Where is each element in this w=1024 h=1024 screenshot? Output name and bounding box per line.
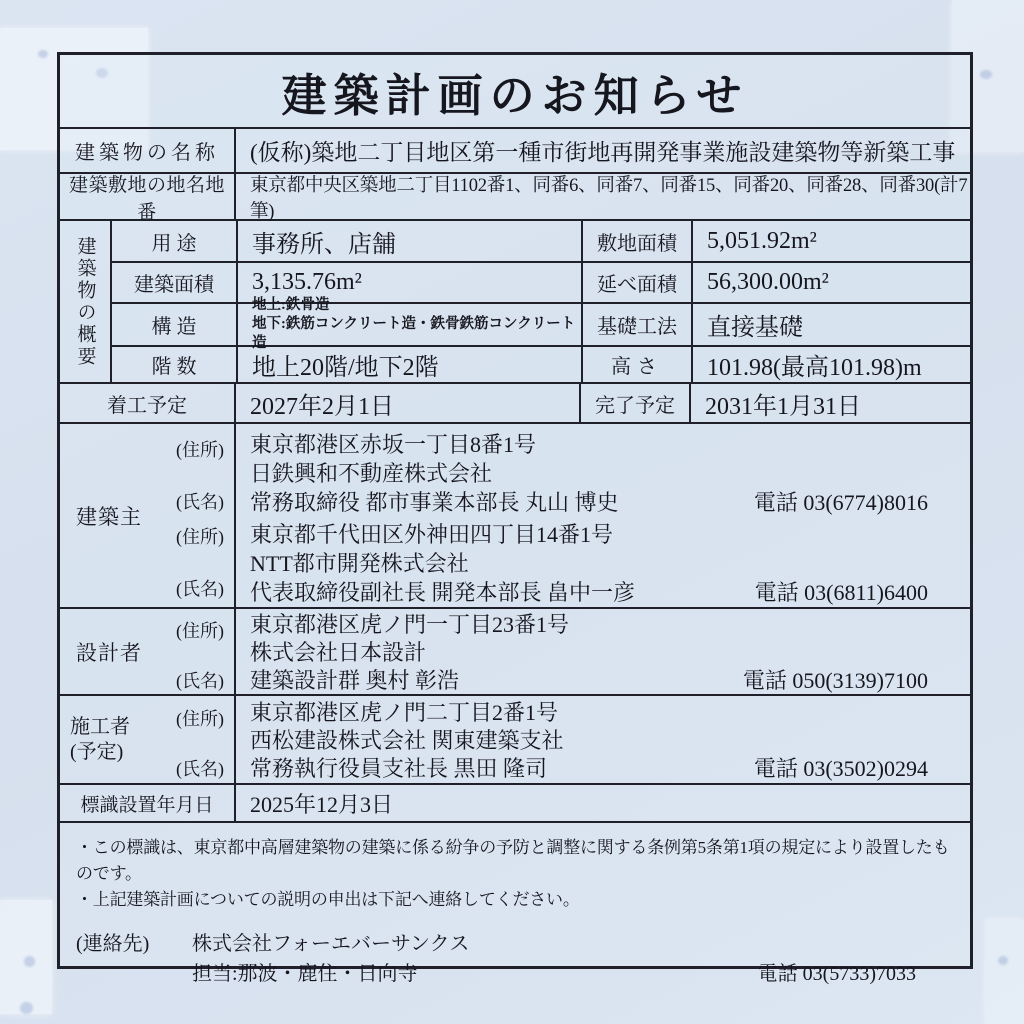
owner1-company: 日鉄興和不動産株式会社	[250, 461, 493, 486]
designer-company: 株式会社日本設計	[250, 640, 427, 665]
building-area-value: 3,135.76m²	[238, 263, 583, 302]
owner2-company: NTT都市開発株式会社	[250, 551, 469, 576]
total-floor-area-label: 延べ面積	[583, 263, 693, 302]
end-date-value: 2031年1月31日	[705, 393, 861, 420]
site-lot-label: 建築敷地の地名地番	[60, 174, 236, 219]
contractor-phone: 電話 03(3502)0294	[753, 756, 928, 781]
contact-block	[76, 929, 956, 989]
floors-value: 地上20階/地下2階	[238, 347, 583, 382]
contractor-left-cell	[60, 696, 236, 783]
designer-left-cell	[60, 609, 236, 694]
designer-address-sublabel: (住所)	[176, 621, 224, 641]
owner1-address: 東京都港区赤坂一丁目8番1号	[250, 432, 537, 457]
note-inquiry: ・上記建築計画についての説明の申出は下記へ連絡してください。	[76, 890, 580, 909]
contractor-role-line1: 施工者	[70, 715, 130, 738]
site-lot-row	[60, 174, 970, 221]
designer-phone: 電話 050(3139)7100	[742, 668, 928, 693]
designer-name-sublabel: (氏名)	[176, 671, 224, 691]
floors-label: 階 数	[112, 347, 238, 382]
owner2-person: 代表取締役副社長 開発本部長 畠中一彦	[250, 580, 636, 605]
contractor-address: 東京都港区虎ノ門二丁目2番1号	[250, 700, 559, 725]
overview-section	[60, 221, 970, 384]
site-lot-value: 東京都中央区築地二丁目1102番1、同番6、同番7、同番15、同番20、同番28、同番30(計7筆)	[250, 175, 968, 222]
construction-notice-board	[57, 52, 973, 985]
sign-date-value: 2025年12月3日	[250, 791, 394, 817]
contact-label: (連絡先)	[76, 933, 150, 955]
contractor-person-line	[250, 755, 970, 783]
end-date-label: 完了予定	[581, 384, 691, 422]
designer-role-label: 設計者	[76, 640, 142, 665]
designer-person: 建築設計群 奥村 彰浩	[250, 668, 460, 693]
designer-section	[60, 609, 970, 696]
owner1-person-line	[250, 488, 970, 517]
board-title: 建築計画のお知らせ	[281, 70, 749, 121]
contractor-role-label	[70, 715, 130, 765]
sign-date-row	[60, 785, 970, 823]
owner1-name-sublabel: (氏名)	[176, 492, 224, 512]
building-name-value: (仮称)築地二丁目地区第一種市街地再開発事業施設建築物等新築工事	[250, 140, 956, 165]
contact-staff: 担当:那波・鹿住・日向寺	[192, 963, 418, 985]
overview-row-floors	[112, 347, 970, 382]
tape-bottom-left	[0, 900, 52, 1014]
owner1-address-sublabel: (住所)	[176, 440, 224, 460]
title-row	[60, 55, 970, 129]
designer-content	[236, 609, 970, 694]
tape-bottom-right	[986, 920, 1024, 1024]
notes-section	[60, 823, 970, 995]
site-area-value: 5,051.92m²	[707, 227, 817, 254]
overview-group-label: 建築物の概要	[60, 221, 112, 382]
owner-section	[60, 424, 970, 609]
contractor-content	[236, 696, 970, 783]
contractor-role-line2: (予定)	[70, 740, 124, 763]
contact-company: 株式会社フォーエバーサンクス	[192, 933, 470, 955]
usage-label: 用 途	[112, 221, 238, 261]
structure-value	[238, 297, 583, 351]
owner2-person-line	[250, 578, 970, 607]
site-area-label: 敷地面積	[583, 221, 693, 261]
building-area-label: 建築面積	[112, 263, 238, 302]
owner-left-cell	[60, 424, 236, 607]
building-name-label: 建築物の名称	[60, 129, 236, 172]
owner2-address-sublabel: (住所)	[176, 527, 224, 547]
designer-person-line	[250, 667, 970, 695]
owner-content	[236, 424, 970, 607]
contact-phone: 電話 03(5733)7033	[757, 963, 916, 985]
owner2-address: 東京都千代田区外神田四丁目14番1号	[250, 522, 614, 547]
owner2-phone: 電話 03(6811)6400	[754, 580, 928, 605]
sign-date-label: 標識設置年月日	[60, 785, 236, 821]
owner1-phone: 電話 03(6774)8016	[753, 490, 928, 515]
note-ordinance: ・この標識は、東京都中高層建築物の建築に係る紛争の予防と調整に関する条例第5条第1項の規定により設置したものです。	[76, 838, 950, 883]
owner1-person: 常務取締役 都市事業本部長 丸山 博史	[250, 490, 619, 515]
total-floor-area-value: 56,300.00m²	[707, 269, 829, 295]
foundation-value: 直接基礎	[707, 315, 803, 341]
structure-above-ground: 地上:鉄骨造	[252, 297, 330, 313]
overview-row-usage	[112, 221, 970, 263]
start-date-label: 着工予定	[60, 384, 236, 422]
overview-row-areas	[112, 263, 970, 304]
structure-below-ground: 地下:鉄筋コンクリート造・鉄骨鉄筋コンクリート造	[252, 316, 576, 351]
contractor-section	[60, 696, 970, 785]
usage-value: 事務所、店舗	[238, 221, 583, 261]
overview-row-structure	[112, 297, 970, 351]
contractor-name-sublabel: (氏名)	[176, 759, 224, 779]
owner2-name-sublabel: (氏名)	[176, 579, 224, 599]
structure-label: 構 造	[112, 304, 238, 345]
contractor-address-sublabel: (住所)	[176, 709, 224, 729]
building-name-row	[60, 129, 970, 174]
height-label: 高さ	[583, 347, 693, 382]
contractor-company: 西松建設株式会社 関東建築支社	[250, 728, 564, 753]
foundation-label: 基礎工法	[583, 304, 693, 345]
height-value: 101.98(最高101.98)m	[707, 355, 922, 381]
schedule-row	[60, 384, 970, 424]
contractor-person: 常務執行役員支社長 黒田 隆司	[250, 756, 548, 781]
owner-role-label: 建築主	[76, 504, 142, 529]
designer-address: 東京都港区虎ノ門一丁目23番1号	[250, 612, 570, 637]
start-date-value: 2027年2月1日	[236, 384, 581, 422]
